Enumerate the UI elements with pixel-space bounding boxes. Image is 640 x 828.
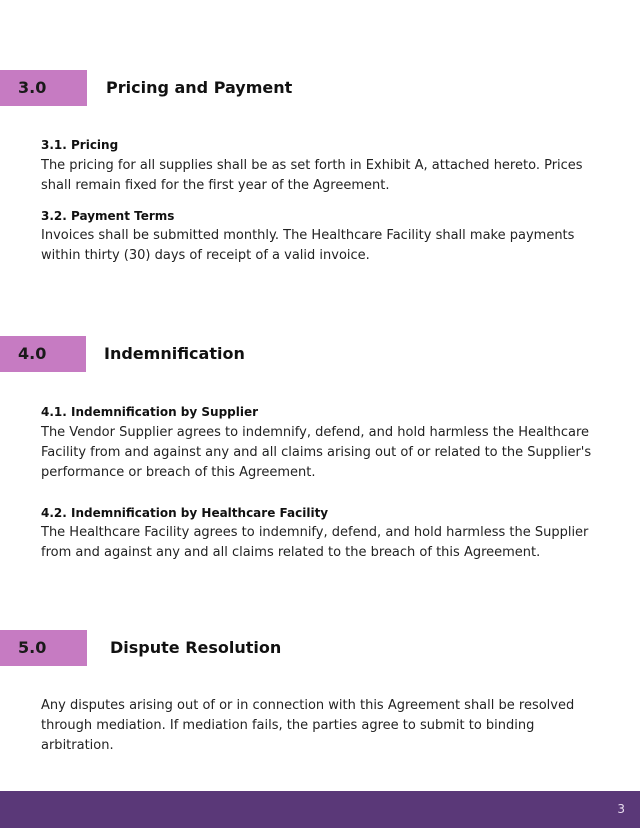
section-title: Pricing and Payment (106, 78, 293, 97)
subsection-heading: 4.1. Indemnification by Supplier (41, 405, 259, 419)
footer-bar (0, 791, 640, 828)
section-number: 5.0 (0, 630, 87, 666)
section-number: 4.0 (0, 336, 86, 372)
subsection-text: Invoices shall be submitted monthly. The Healthcare Facility shall make payments within thirty (30) days of receipt of a valid invoice. (41, 228, 575, 263)
subsection-heading: 3.2. Payment Terms (41, 209, 175, 223)
subsection-text: The Vendor Supplier agrees to indemnify, defend, and hold harmless the Healthcare Facility from and against any and all claims arising out of or related to the Supplier's performance or breach of this Agreement. (41, 425, 592, 480)
section-header-3 (0, 70, 400, 106)
subsection-text: The Healthcare Facility agrees to indemnify, defend, and hold harmless the Supplier from and against any and all claims related to the breach of this Agreement. (41, 525, 589, 560)
subsection-text: The pricing for all supplies shall be as set forth in Exhibit A, attached hereto. Prices shall remain fixed for the first year of the Agreement. (41, 158, 583, 193)
section-number: 3.0 (0, 70, 87, 106)
subsection-heading: 3.1. Pricing (41, 138, 119, 152)
section-header-4 (0, 336, 400, 372)
page-number: 3 (617, 802, 625, 816)
section-header-5 (0, 630, 400, 666)
section-text: Any disputes arising out of or in connection with this Agreement shall be resolved through mediation. If mediation fails, the parties agree to submit to binding arbitration. (41, 698, 575, 753)
subsection-heading: 4.2. Indemnification by Healthcare Facility (41, 506, 329, 520)
section-title: Dispute Resolution (110, 638, 282, 657)
section-title: Indemnification (104, 344, 245, 363)
